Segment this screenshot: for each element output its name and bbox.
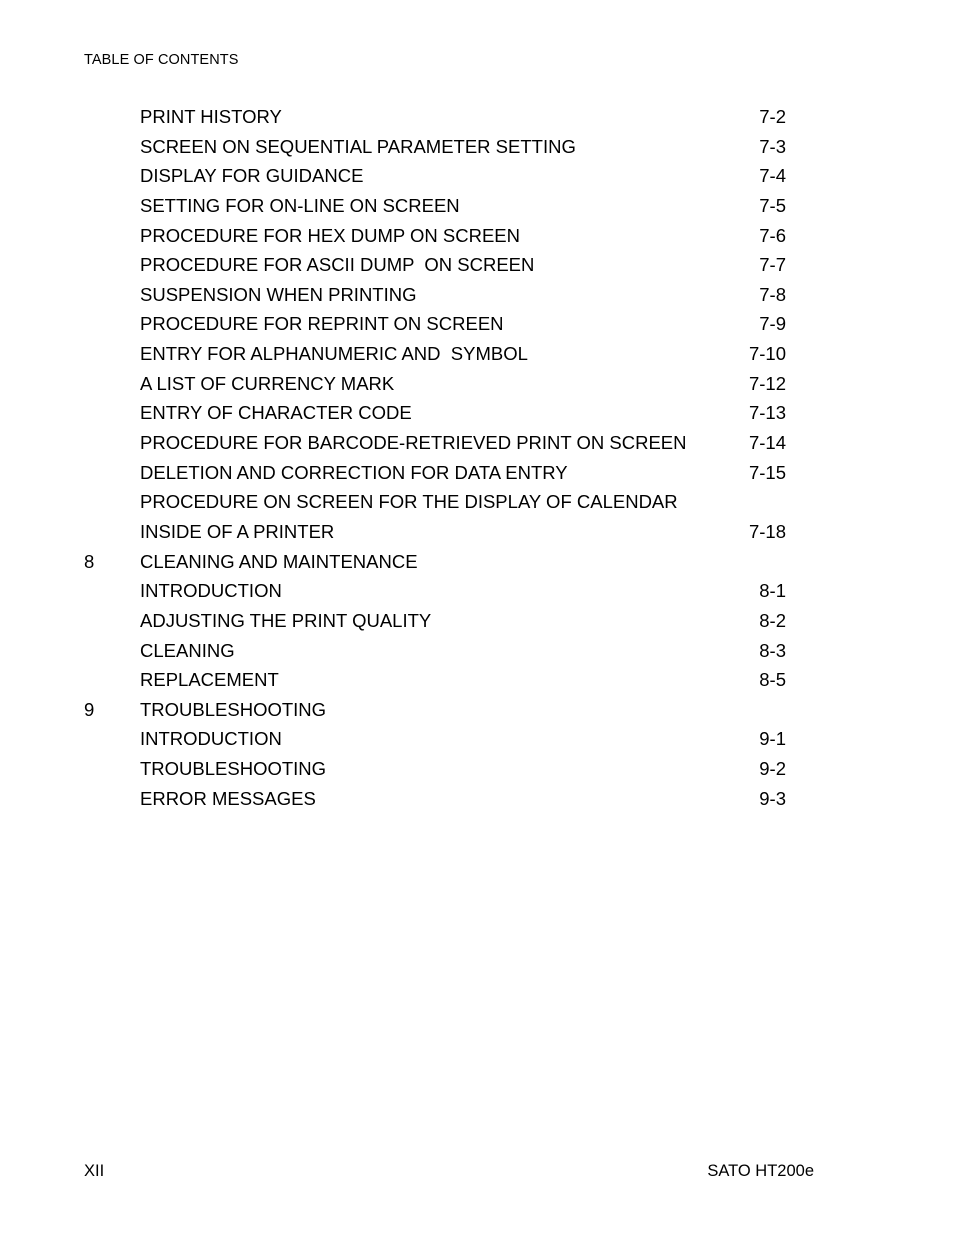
toc-entry-title: SCREEN ON SEQUENTIAL PARAMETER SETTING bbox=[140, 135, 576, 157]
toc-entry bbox=[0, 369, 954, 399]
toc-entry-title: PROCEDURE FOR HEX DUMP ON SCREEN bbox=[140, 224, 520, 246]
toc-entry bbox=[0, 250, 954, 280]
toc-page-number: 9-3 bbox=[759, 787, 786, 809]
toc-entry-title: INSIDE OF A PRINTER bbox=[140, 520, 335, 542]
toc-entry-title: PROCEDURE FOR ASCII DUMP ON SCREEN bbox=[140, 254, 535, 276]
toc-entry-title: ENTRY FOR ALPHANUMERIC AND SYMBOL bbox=[140, 343, 528, 365]
toc-entry-title: CLEANING AND MAINTENANCE bbox=[140, 550, 418, 572]
toc-chapter-number: 9 bbox=[84, 698, 95, 720]
toc-entry-title: PROCEDURE FOR BARCODE-RETRIEVED PRINT ON SCREEN bbox=[140, 432, 687, 454]
toc-entry-title: ENTRY OF CHARACTER CODE bbox=[140, 402, 412, 424]
toc-entry-title: INTRODUCTION bbox=[140, 580, 282, 602]
footer-product-name: SATO HT200e bbox=[707, 1162, 814, 1180]
toc-entry bbox=[0, 724, 954, 754]
toc-page-number: 7-15 bbox=[748, 461, 786, 483]
toc-entry bbox=[0, 280, 954, 310]
toc-page-number: 7-5 bbox=[759, 194, 786, 216]
toc-entry bbox=[0, 132, 954, 162]
toc-entry-title: TROUBLESHOOTING bbox=[140, 698, 327, 720]
toc-page-number: 9-1 bbox=[759, 728, 786, 750]
toc-page-number: 7-2 bbox=[759, 106, 786, 127]
footer-page-number: XII bbox=[84, 1162, 105, 1180]
toc-entry-title: CLEANING bbox=[140, 639, 235, 661]
toc-entry bbox=[0, 161, 954, 191]
toc-page-number: 7-14 bbox=[748, 432, 786, 454]
toc-entry-title: INTRODUCTION bbox=[140, 728, 282, 750]
toc-entry bbox=[0, 458, 954, 488]
toc-entry-title: DELETION AND CORRECTION FOR DATA ENTRY bbox=[140, 461, 568, 483]
toc-entry-title: REPLACEMENT bbox=[140, 669, 279, 691]
toc-entry bbox=[0, 547, 954, 577]
toc-page-number: 7-13 bbox=[748, 402, 786, 424]
toc-entry bbox=[0, 487, 954, 517]
toc-entry bbox=[0, 517, 954, 547]
toc-page-number: 7-4 bbox=[759, 165, 786, 187]
toc-page-number: 7-12 bbox=[748, 372, 786, 394]
toc-entry bbox=[0, 428, 954, 458]
page-header-title: TABLE OF CONTENTS bbox=[84, 52, 239, 68]
toc-entry-title: PROCEDURE FOR REPRINT ON SCREEN bbox=[140, 313, 504, 335]
toc-page-number: 8-3 bbox=[759, 639, 786, 661]
toc-entry bbox=[0, 784, 954, 814]
toc-page-number: 7-6 bbox=[759, 224, 786, 246]
toc-entry bbox=[0, 339, 954, 369]
toc-page-number: 8-5 bbox=[759, 669, 786, 691]
toc-entry bbox=[0, 636, 954, 666]
toc-entry-title: ADJUSTING THE PRINT QUALITY bbox=[140, 609, 432, 631]
toc-entry bbox=[0, 398, 954, 428]
toc-page-number: 8-2 bbox=[759, 609, 786, 631]
toc-page-number: 7-3 bbox=[759, 135, 786, 157]
toc-page-number: 7-8 bbox=[759, 283, 786, 305]
toc-entry bbox=[0, 665, 954, 695]
toc-entry bbox=[0, 102, 954, 132]
toc-page-number: 7-18 bbox=[748, 520, 786, 542]
toc-entry-title: DISPLAY FOR GUIDANCE bbox=[140, 165, 364, 187]
toc-entry bbox=[0, 606, 954, 636]
toc-entry bbox=[0, 191, 954, 221]
toc-entry-title: ERROR MESSAGES bbox=[140, 787, 316, 809]
toc-entry-title: PROCEDURE ON SCREEN FOR THE DISPLAY OF CALENDAR bbox=[140, 491, 678, 513]
toc-page-number: 7-10 bbox=[748, 343, 786, 365]
toc-chapter-number: 8 bbox=[84, 550, 95, 572]
toc-entry bbox=[0, 695, 954, 725]
toc-entry bbox=[0, 221, 954, 251]
toc-entry-title: SUSPENSION WHEN PRINTING bbox=[140, 283, 417, 305]
toc-page-number: 7-7 bbox=[759, 254, 786, 276]
toc-entry bbox=[0, 754, 954, 784]
toc-entry bbox=[0, 309, 954, 339]
toc-entry-title: PRINT HISTORY bbox=[140, 106, 282, 127]
toc-entry bbox=[0, 576, 954, 606]
toc-page-number: 9-2 bbox=[759, 758, 786, 780]
toc-entry-title: TROUBLESHOOTING bbox=[140, 758, 327, 780]
toc-entry-title: SETTING FOR ON-LINE ON SCREEN bbox=[140, 194, 460, 216]
toc-entry-title: A LIST OF CURRENCY MARK bbox=[140, 372, 395, 394]
table-of-contents bbox=[0, 102, 954, 813]
toc-page-number: 8-1 bbox=[759, 580, 786, 602]
toc-page-number: 7-9 bbox=[759, 313, 786, 335]
